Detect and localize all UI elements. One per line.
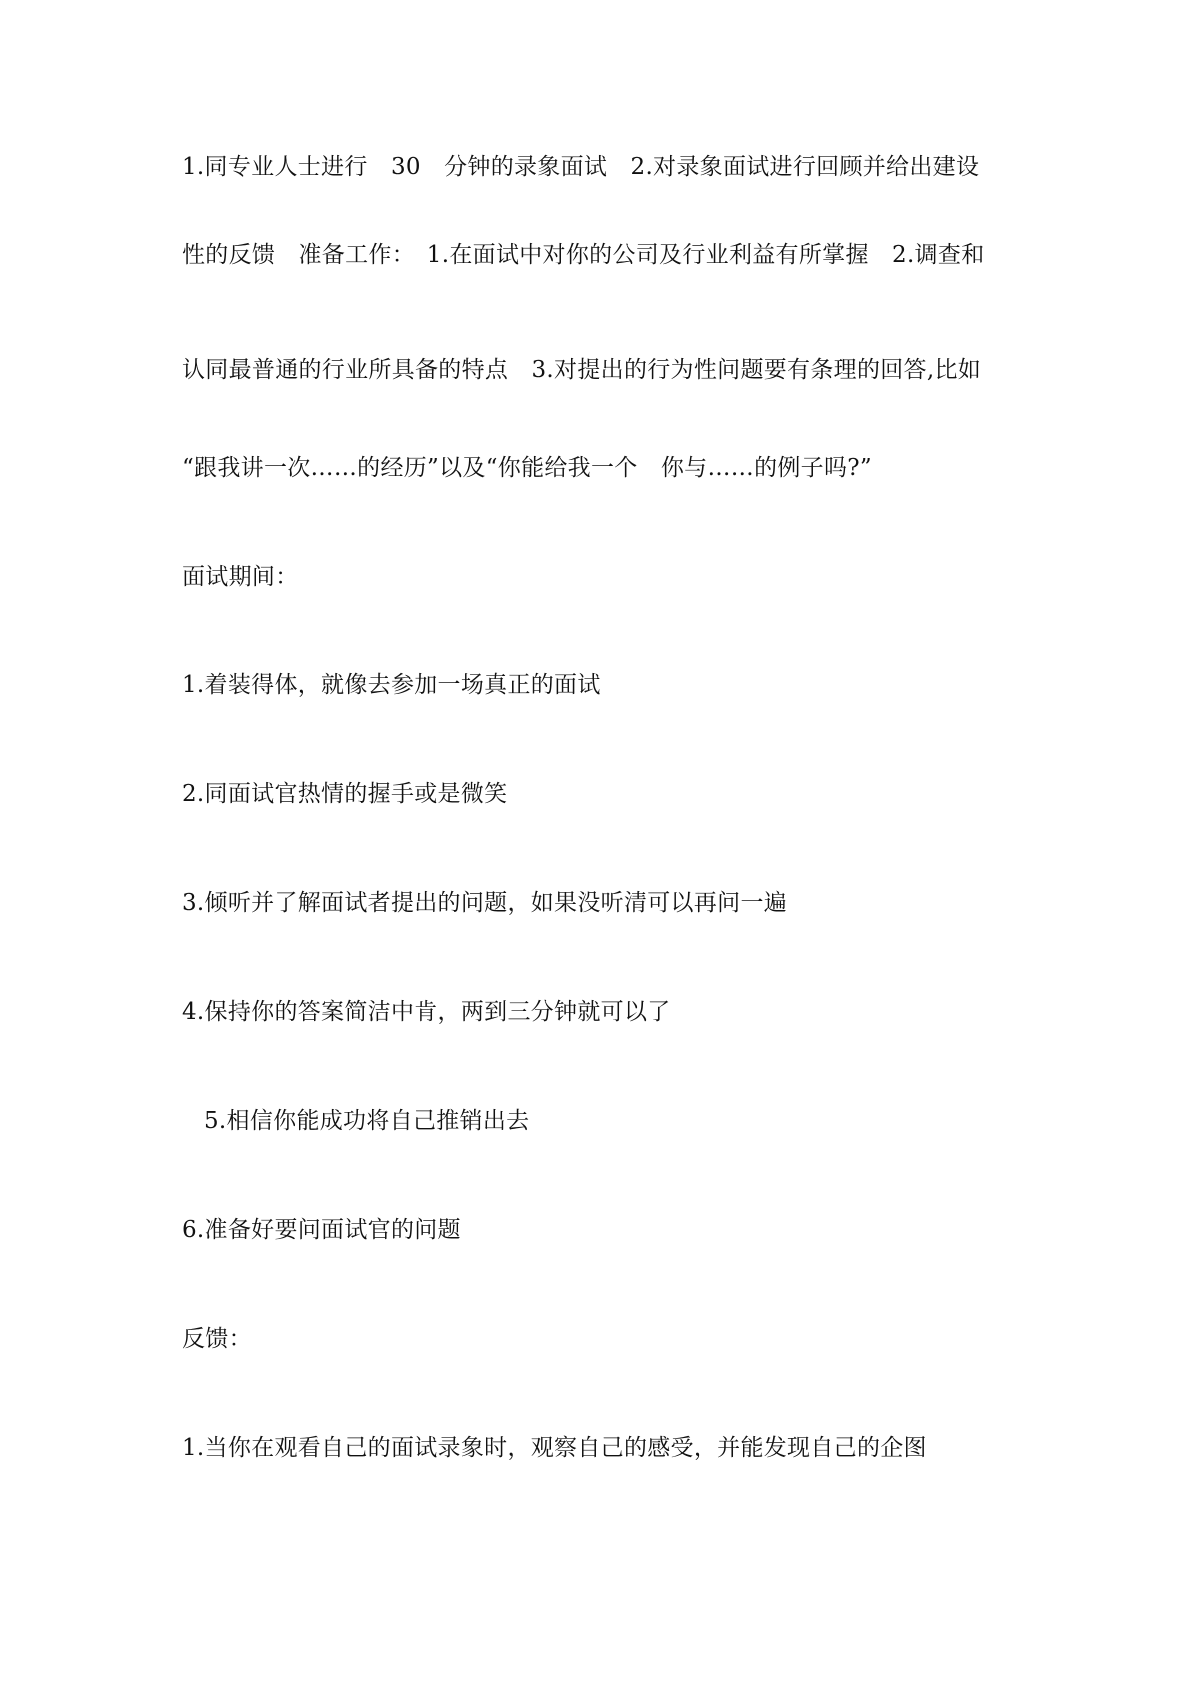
feedback-section-heading: 反馈： [182, 1326, 252, 1352]
interview-item-2: 2.同面试官热情的握手或是微笑 [182, 781, 508, 807]
paragraph-line-2: 性的反馈 准备工作： 1.在面试中对你的公司及行业利益有所掌握 2.调查和 [182, 242, 985, 268]
interview-item-3: 3.倾听并了解面试者提出的问题，如果没听清可以再问一遍 [182, 890, 788, 916]
interview-item-6: 6.准备好要问面试官的问题 [182, 1217, 461, 1243]
interview-item-4: 4.保持你的答案简洁中肯，两到三分钟就可以了 [182, 999, 671, 1025]
feedback-item-1: 1.当你在观看自己的面试录象时，观察自己的感受，并能发现自己的企图 [182, 1435, 927, 1461]
paragraph-line-4: “跟我讲一次……的经历”以及“你能给我一个 你与……的例子吗?” [182, 455, 872, 481]
interview-item-5: 5.相信你能成功将自己推销出去 [204, 1108, 530, 1134]
paragraph-line-1: 1.同专业人士进行 30 分钟的录象面试 2.对录象面试进行回顾并给出建设 [182, 154, 980, 180]
paragraph-line-3: 认同最普通的行业所具备的特点 3.对提出的行为性问题要有条理的回答,比如 [182, 357, 982, 383]
interview-item-1: 1.着装得体，就像去参加一场真正的面试 [182, 672, 601, 698]
interview-section-heading: 面试期间： [182, 564, 299, 590]
